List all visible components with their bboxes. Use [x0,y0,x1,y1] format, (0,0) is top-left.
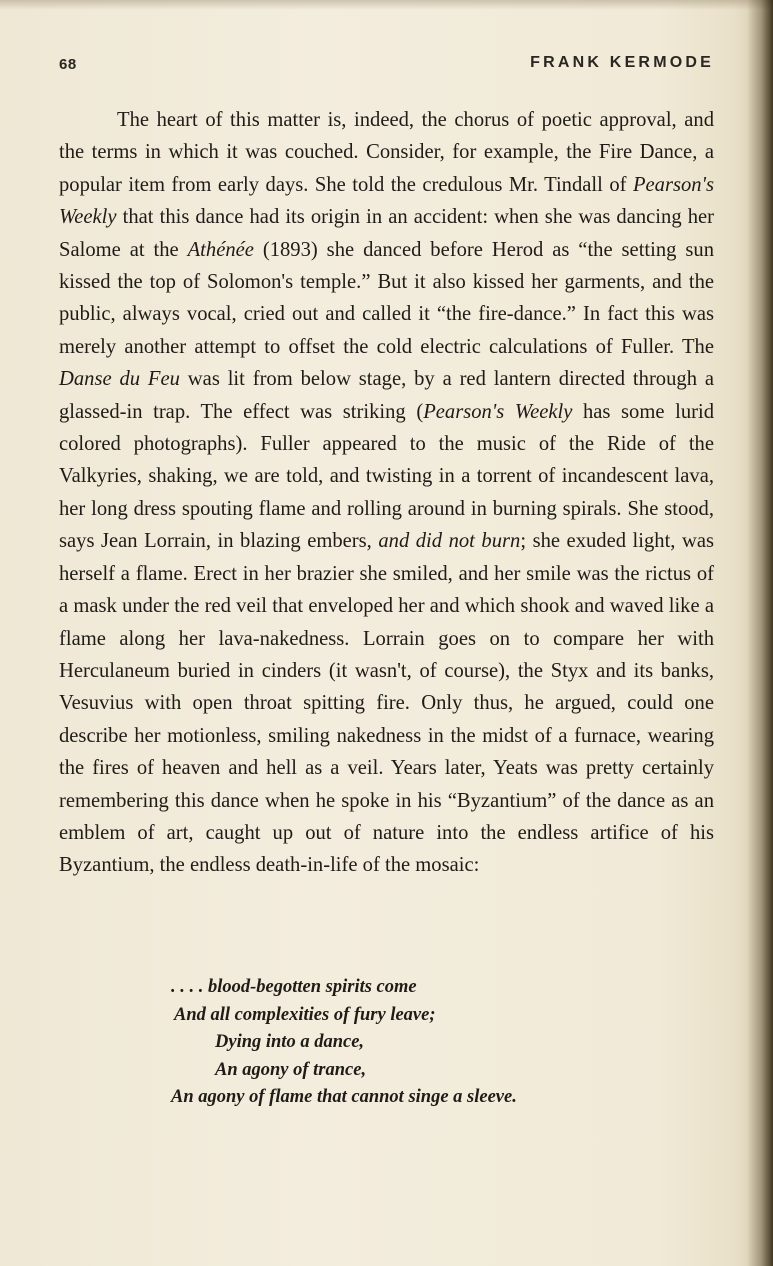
italic-title-pearsons-weekly: Pearson's Weekly [59,173,714,229]
body-text [59,104,714,882]
text-segment: has some lurid colored photographs). Fuller appeared to the music of the Ride of the Valkyries, shaking, we are told, and twisting in a torrent of incandescent lava, her long dress spouting flame and rolling around in burning spirals. She stood, says Jean Lorrain, in blazing embers, [59,400,714,553]
verse-line: An agony of flame that cannot singe a sleeve. [171,1087,517,1108]
text-segment: (1893) she danced before Herod as “the setting sun kissed the top of Solomon's temple.” But it also kissed her garments, and the public, always vocal, cried out and called it “the fire-dance.” In fact this was merely another attempt to offset the cold electric calculations of Fuller. The [59,238,714,358]
running-head [59,54,714,78]
text-segment: that this dance had its origin in an accident: when she was dancing her Salome at the [59,206,714,261]
verse-line: . . . . blood-begotten spirits come [171,977,417,997]
text-segment: was lit from below stage, by a red lantern directed through a glassed-in trap. The effect was striking ( [59,368,714,423]
page-gutter-shadow [747,0,773,1266]
verse-line: Dying into a dance, [215,1032,365,1053]
italic-title-danse-du-feu: Danse du Feu [59,368,180,391]
running-title: FRANK KERMODE [530,54,714,71]
verse-quotation [169,974,517,1112]
paragraph [59,104,714,882]
text-segment: ; she exuded light, was herself a flame. Erect in her brazier she smiled, and her smile was the rictus of a mask under the red veil that enveloped her and which shook and waved like a flame along her lava-nakedness. Lorrain goes on to compare her with Herculaneum buried in cinders (it wasn't, of course), the Styx and its banks, Vesuvius with open throat spitting fire. Only thus, he argued, could one describe her motionless, smiling nakedness in the midst of a furnace, wearing the fires of heaven and hell as a veil. Years later, Yeats was pretty certainly remembering this dance when he spoke in his “Byzantium” of the dance as an emblem of art, caught up out of nature into the endless artifice of his Byzantium, the endless death-in-life of the mosaic: [59,530,715,877]
italic-title-athenee: Athénée [187,238,254,261]
verse-line: An agony of trance, [215,1059,367,1080]
verse-line: And all complexities of fury leave; [174,1004,436,1025]
text-segment: The heart of this matter is, indeed, the chorus of poetic approval, and the terms in which it was couched. Consider, for example, the Fire Dance, a popular item from early days. She told the credulous Mr. Tindall of [59,109,714,196]
italic-title-pearsons-weekly: Pearson's Weekly [423,400,573,423]
page-number: 68 [59,56,77,73]
page-top-shadow [0,0,773,10]
italic-emphasis: and did not burn [378,530,521,553]
